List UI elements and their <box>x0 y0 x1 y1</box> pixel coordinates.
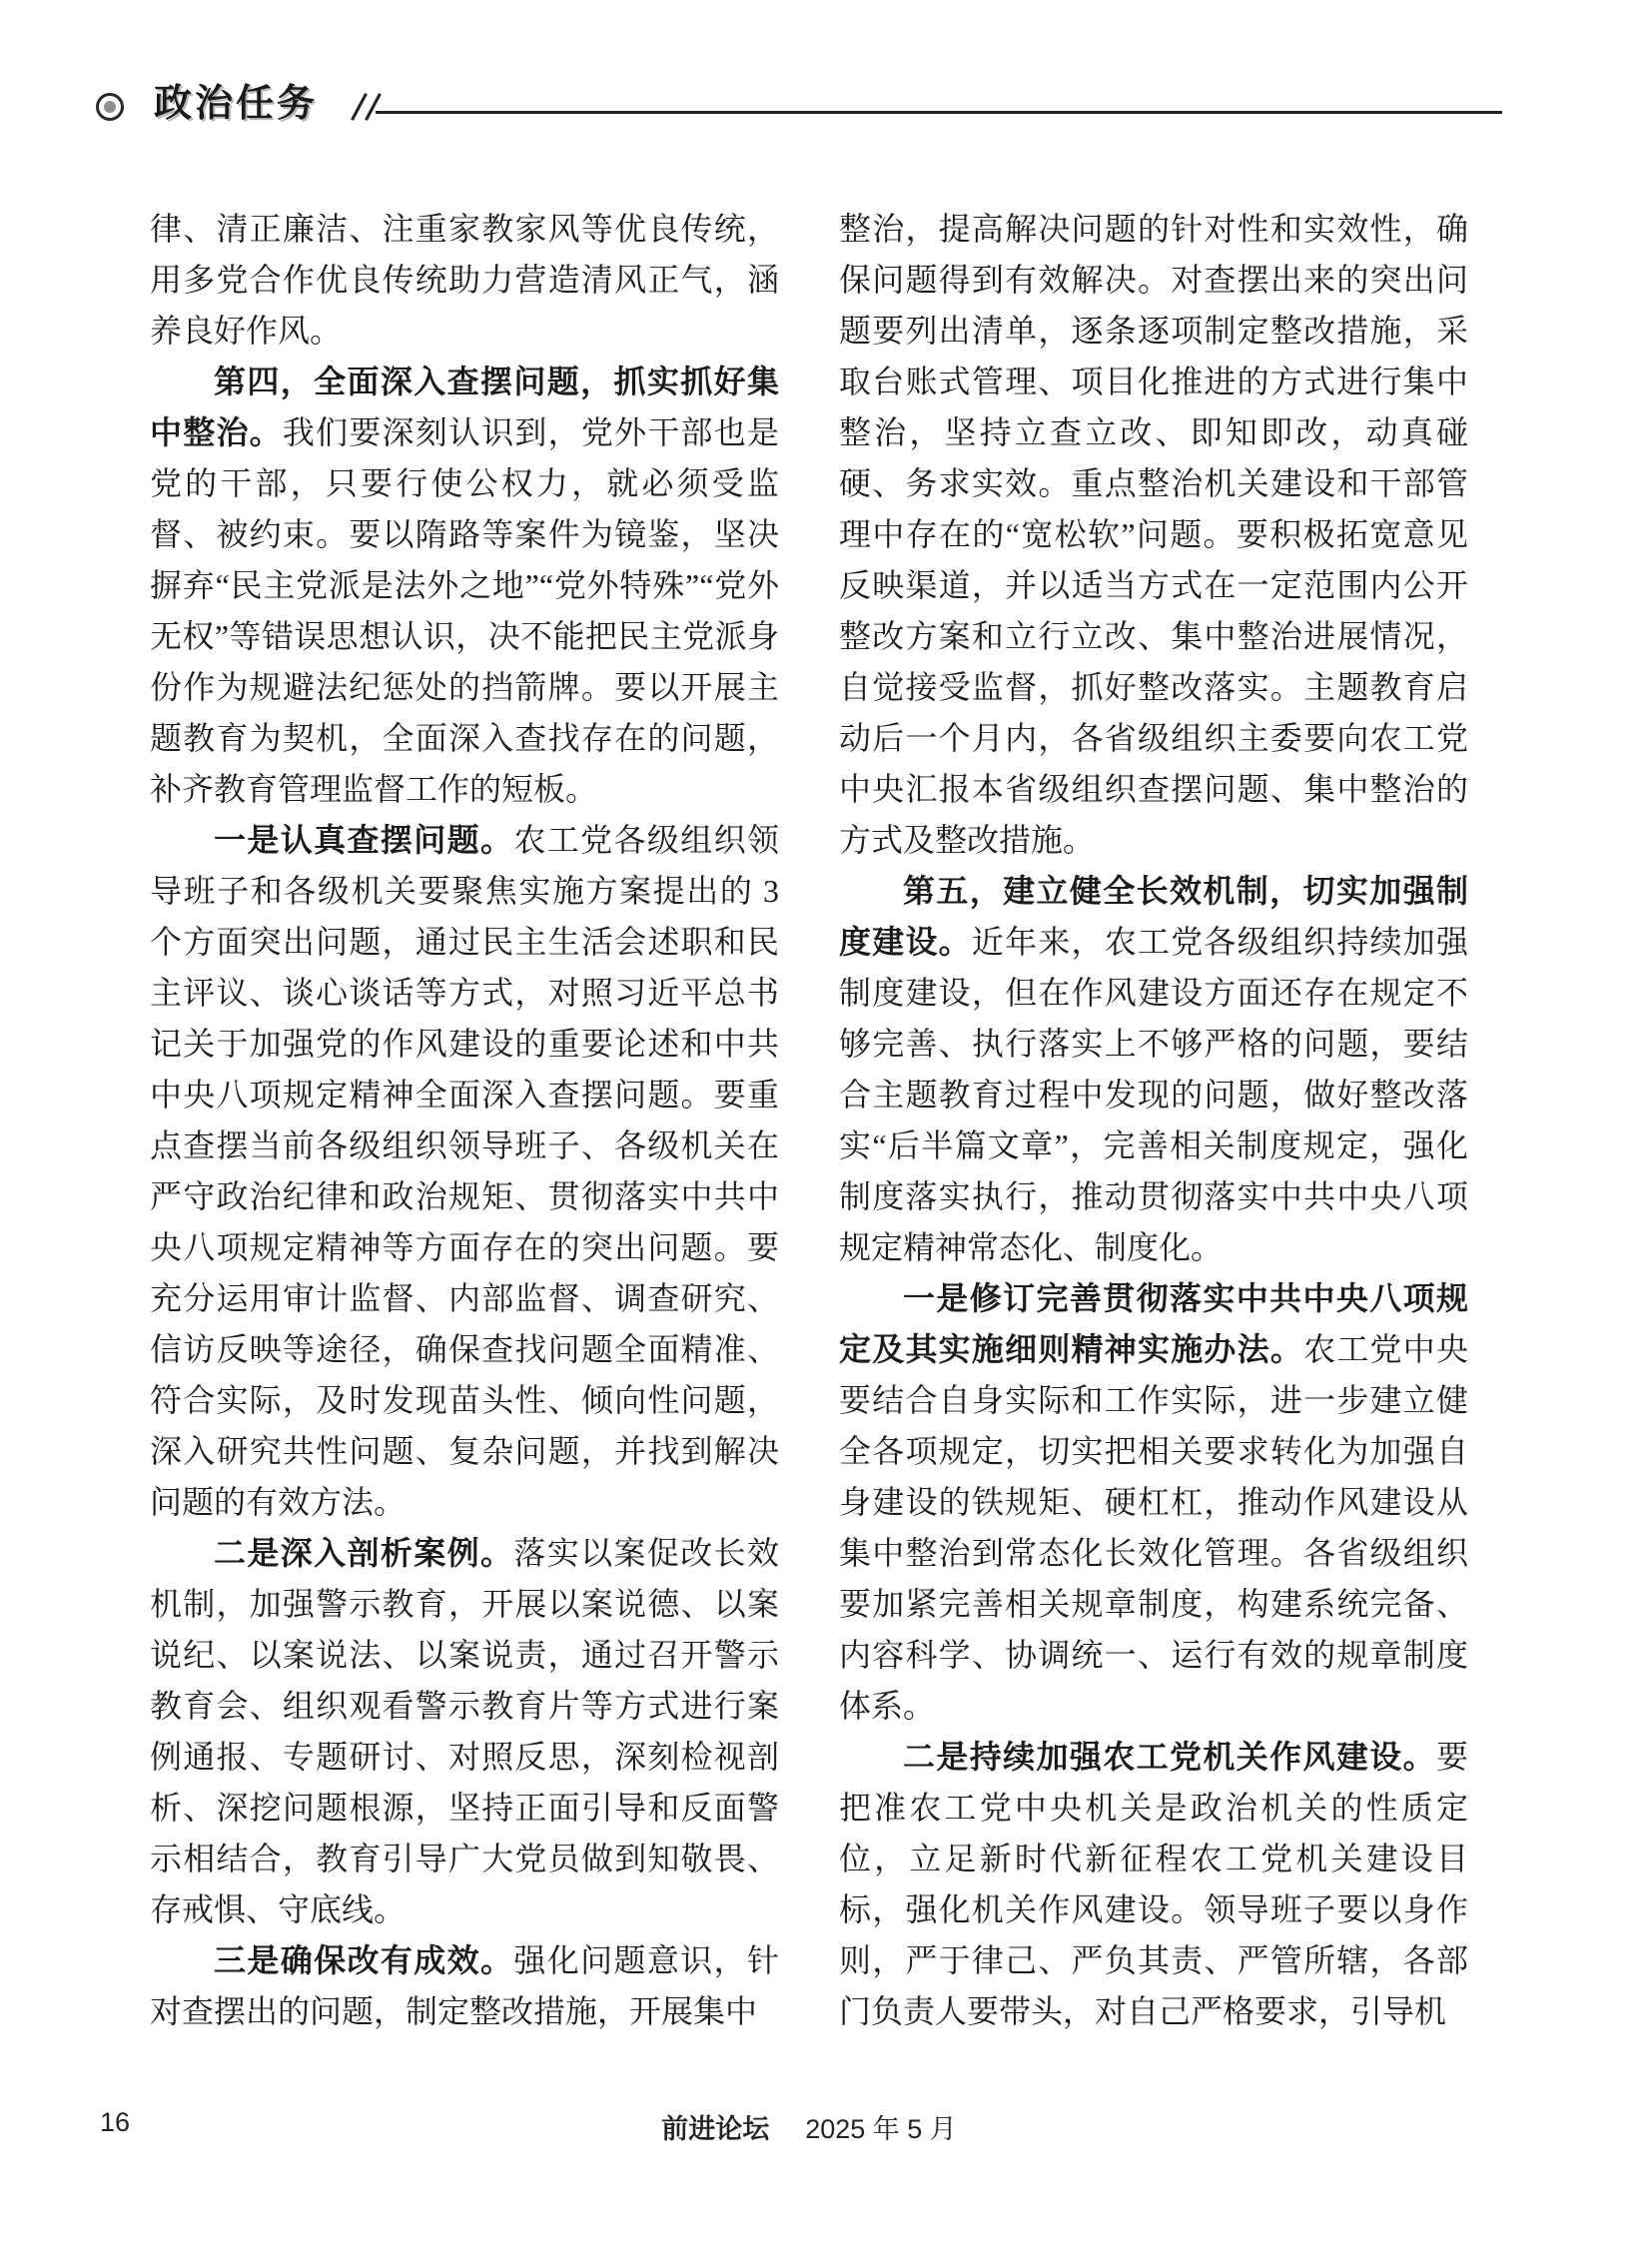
paragraph-lead: 一是认真查摆问题。 <box>214 822 514 858</box>
journal-name: 前进论坛 <box>661 2114 770 2144</box>
paragraph <box>839 1732 1468 2037</box>
slash-decoration <box>365 93 382 121</box>
paragraph-text: 我们要深刻认识到，党外干部也是党的干部，只要行使公权力，就必须受监督、被约束。要以隋路等案件为镜鉴，坚决摒弃“民主党派是法外之地”“党外特殊”“党外无权”等错误思想认识，决不能把民主党派身份作为规避法纪惩处的挡箭牌。要以开展主题教育为契机，全面深入查找存在的问题，补齐教育管理监督工作的短板。 <box>150 414 779 807</box>
paragraph-lead: 第四，全面深入查摆问题，抓实抓好集中整治。 <box>150 364 779 450</box>
bullet-circle-icon <box>96 93 124 121</box>
paragraph-text: 要把准农工党中央机关是政治机关的性质定位，立足新时代新征程农工党机关建设目标，强化机关作风建设。领导班子要以身作则，严于律己、严负其责、严管所辖，各部门负责人要带头，对自己严格要求，引导机 <box>839 1739 1468 2029</box>
paragraph-text: 落实以案促改长效机制，加强警示教育，开展以案说德、以案说纪、以案说法、以案说责，通过召开警示教育会、组织观看警示教育片等方式进行案例通报、专题研讨、对照反思，深刻检视剖析、深挖问题根源，坚持正面引导和反面警示相结合，教育引导广大党员做到知敬畏、存戒惧、守底线。 <box>150 1535 779 1927</box>
right-column <box>839 204 1468 2037</box>
section-header <box>96 84 1502 124</box>
article-body <box>150 204 1468 2037</box>
paragraph-lead: 一是修订完善贯彻落实中共中央八项规定及其实施细则精神实施办法。 <box>839 1280 1468 1367</box>
paragraph-text: 强化问题意识，针对查摆出的问题，制定整改措施，开展集中 <box>150 1942 779 2029</box>
paragraph-text: 农工党中央要结合自身实际和工作实际，进一步建立健全各项规定，切实把相关要求转化为加强自身建设的铁规矩、硬杠杠，推动作风建设从集中整治到常态化长效化管理。各省级组织要加紧完善相关规章制度，构建系统完备、内容科学、协调统一、运行有效的规章制度体系。 <box>839 1331 1468 1724</box>
bullet-dot <box>104 101 116 113</box>
paragraph-text: 农工党各级组织领导班子和各级机关要聚焦实施方案提出的 3 个方面突出问题，通过民主生活会述职和民主评议、谈心谈话等方式，对照习近平总书记关于加强党的作风建设的重要论述和中共中央八项规定精神全面深入查摆问题。要重点查摆当前各级组织领导班子、各级机关在严守政治纪律和政治规矩、贯彻落实中共中央八项规定精神等方面存在的突出问题。要充分运用审计监督、内部监督、调查研究、信访反映等途径，确保查找问题全面精准、符合实际，及时发现苗头性、倾向性问题，深入研究共性问题、复杂问题，并找到解决问题的有效方法。 <box>150 822 779 1520</box>
paragraph-text: 近年来，农工党各级组织持续加强制度建设，但在作风建设方面还存在规定不够完善、执行落实上不够严格的问题，要结合主题教育过程中发现的问题，做好整改落实“后半篇文章”，完善相关制度规定，强化制度落实执行，推动贯彻落实中共中央八项规定精神常态化、制度化。 <box>839 924 1468 1265</box>
paragraph-lead: 三是确保改有成效。 <box>214 1942 514 1978</box>
paragraph: 律、清正廉洁、注重家教家风等优良传统，用多党合作优良传统助力营造清风正气，涵养良好作风。 <box>150 211 779 349</box>
paragraph <box>839 866 1468 1273</box>
paragraph <box>150 815 779 1528</box>
page-number: 16 <box>100 2107 131 2137</box>
paragraph <box>150 1528 779 1935</box>
paragraph-lead: 二是深入剖析案例。 <box>214 1535 514 1571</box>
left-column <box>150 204 779 2037</box>
paragraph <box>150 357 779 815</box>
paragraph: 整治，提高解决问题的针对性和实效性，确保问题得到有效解决。对查摆出来的突出问题要列出清单，逐条逐项制定整改措施，采取台账式管理、项目化推进的方式进行集中整治，坚持立查立改、即知即改，动真碰硬、务求实效。重点整治机关建设和干部管理中存在的“宽松软”问题。要积极拓宽意见反映渠道，并以适当方式在一定范围内公开整改方案和立行立改、集中整治进展情况，自觉接受监督，抓好整改落实。主题教育启动后一个月内，各省级组织主委要向农工党中央汇报本省级组织查摆问题、集中整治的方式及整改措施。 <box>839 211 1468 858</box>
header-rule-line <box>376 111 1502 114</box>
issue-date: 2025 年 5 月 <box>805 2114 957 2144</box>
paragraph-lead: 二是持续加强农工党机关作风建设。 <box>903 1739 1436 1775</box>
paragraph <box>150 1935 779 2037</box>
section-title: 政治任务 <box>154 83 319 125</box>
header-rule-decoration <box>352 92 1502 122</box>
footer <box>150 2107 1468 2146</box>
paragraph <box>839 1273 1468 1732</box>
paragraph-lead: 第五，建立健全长效机制，切实加强制度建设。 <box>839 873 1468 960</box>
